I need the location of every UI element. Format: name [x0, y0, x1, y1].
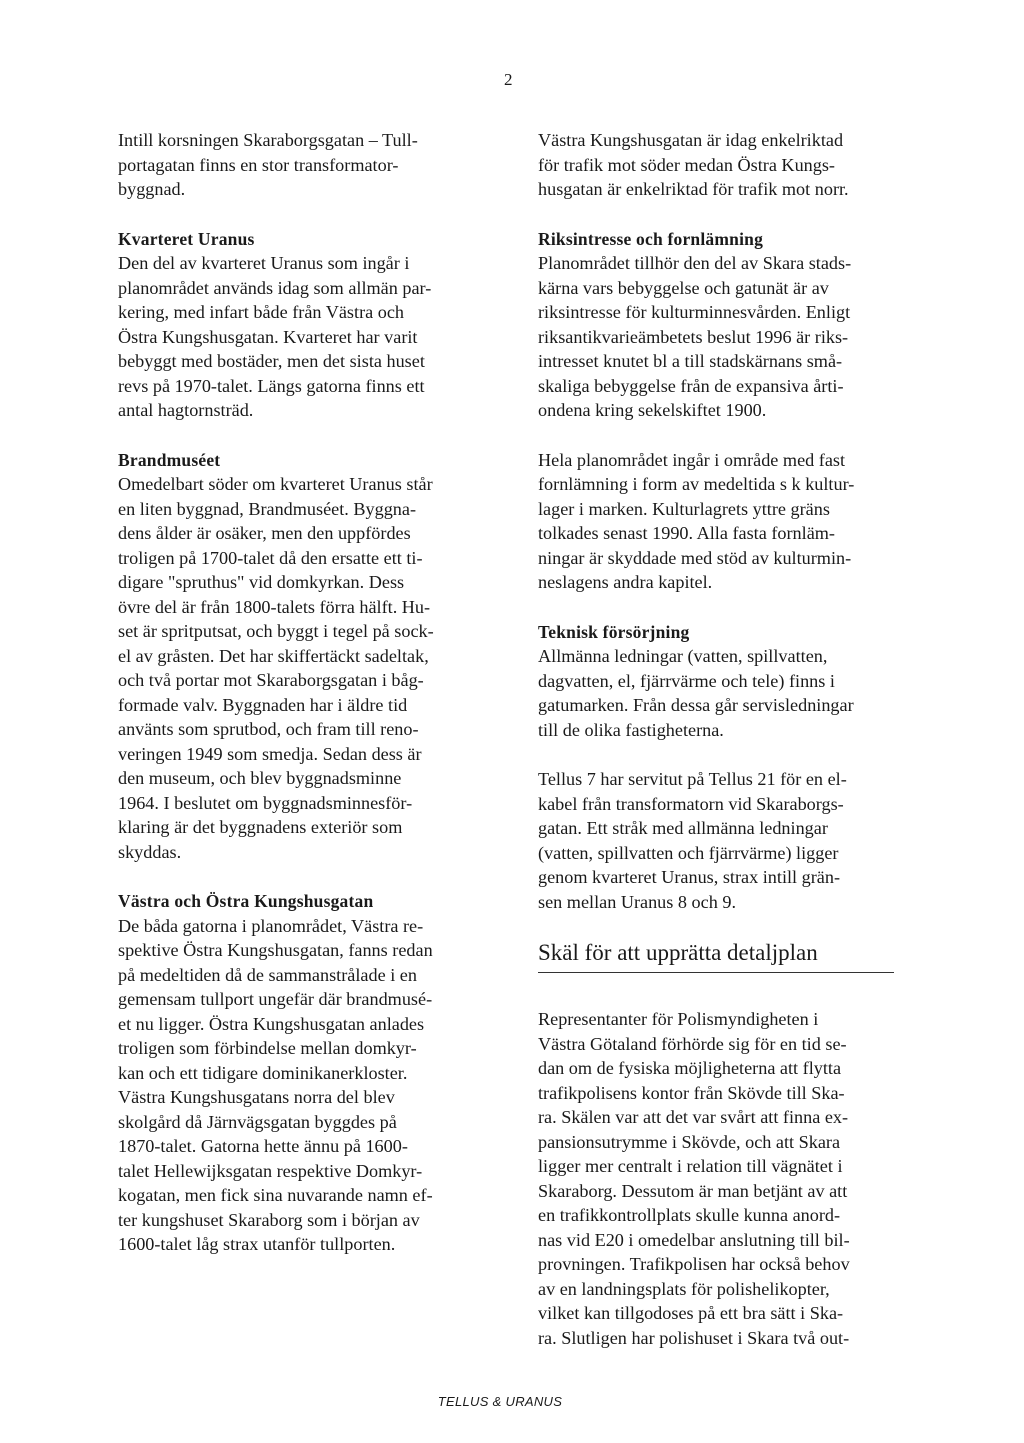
section-paragraph: Hela planområdet ingår i område med fast fornlämning i form av medeltida s k kultur- lager i marken. Kulturlagrets yttre gräns tolkades senast 1990. Alla fasta fornläm- ningar är skyddade med stöd av kulturmin- neslagens andra kapitel.	[538, 449, 855, 592]
section-kungshusgatan	[118, 889, 478, 1257]
left-intro	[118, 128, 478, 202]
section-skal	[538, 1007, 898, 1350]
section-fornlamning	[538, 448, 898, 595]
chapter-heading: Skäl för att upprätta detaljplan	[538, 938, 894, 973]
section-kvarteret-uranus	[118, 227, 478, 423]
page-number: 2	[504, 70, 513, 89]
section-heading: Västra och Östra Kungshusgatan	[118, 891, 374, 911]
right-intro	[538, 128, 898, 202]
section-brandmuseet	[118, 448, 478, 865]
section-teknisk-forsorjning	[538, 620, 898, 743]
section-paragraph: Tellus 7 har servitut på Tellus 21 för en el- kabel från transformatorn vid Skaraborgs- gatan. Ett stråk med allmänna ledningar (vatten, spillvatten och fjärrvärme) ligger genom kvarteret Uranus, strax intill grän- sen mellan Uranus 8 och 9.	[538, 769, 847, 912]
section-paragraph: Den del av kvarteret Uranus som ingår i planområdet används idag som allmän par- kering, med infart både från Västra och Östra Kungshusgatan. Kvarteret har varit bebyggt med bostäder, men det sista huset revs på 1970-talet. Längs gatorna finns ett antal hagtornsträd.	[118, 253, 432, 420]
section-paragraph: De båda gatorna i planområdet, Västra re- spektive Östra Kungshusgatan, fanns redan på medeltiden då de sammanstrålade i en gemensam tullport ungefär där brandmusé- et nu ligger. Östra Kungshusgatan anlades troligen som förbindelse mellan domkyr- kan och ett tidigare dominikanerkloster. Västra Kungshusgatans norra del blev skolgård då Järnvägsgatan byggdes på 1870-talet. Gatorna hette ännu på 1600- talet Hellewijksgatan respektive Domkyr- kogatan, men fick sina nuvarande namn ef- ter kungshuset Skaraborg som i början av 1600-talet låg strax utanför tullporten.	[118, 915, 433, 1254]
intro-paragraph: Intill korsningen Skaraborgsgatan – Tull- portagatan finns en stor transformator- byggnad.	[118, 130, 418, 199]
section-heading: Riksintresse och fornlämning	[538, 228, 764, 249]
page-footer: TELLUS & URANUS	[437, 1394, 563, 1409]
section-paragraph: Planområdet tillhör den del av Skara stads- kärna vars bebyggelse och gatunät är av riksintresse för kulturminnesvården. Enligt riksantikvarieämbetets beslut 1996 är riks- intresset knutet bl a till stadskärnans små- skaliga bebyggelse från de expansiva årti- ondena kring sekelskiftet 1900.	[538, 253, 852, 420]
right-column	[538, 128, 898, 1350]
section-heading: Kvarteret Uranus	[118, 228, 255, 249]
section-paragraph: Allmänna ledningar (vatten, spillvatten, dagvatten, el, fjärrvärme och tele) finns i gatumarken. Från dessa går servisledningar till de olika fastigheterna.	[538, 646, 854, 740]
section-heading: Brandmuséet	[118, 449, 221, 470]
section-paragraph: Omedelbart söder om kvarteret Uranus står en liten byggnad, Brandmuséet. Byggna- dens ålder är osäker, men den uppfördes troligen på 1700-talet då den ersatte ett ti- digare "spruthus" vid domkyrkan. Dess övre del är från 1800-talets förra hälft. Hu- set är spritputsat, och byggt i tegel på sock- el av gråsten. Det har skiffertäckt sadeltak, och två portar mot Skaraborgsgatan i båg- formade valv. Byggnaden har i äldre tid använts som sprutbod, och fram till reno- veringen 1949 som smedja. Sedan dess är den museum, och blev byggnadsminne 1964. I beslutet om byggnadsminnesför- klaring är det byggnadens exteriör som skyddas.	[118, 474, 434, 862]
left-column	[118, 128, 478, 1257]
section-paragraph: Representanter för Polismyndigheten i Västra Götaland förhörde sig för en tid se- dan om de fysiska möjligheterna att flytta trafikpolisens kontor från Skövde till Ska- ra. Skälen var att det var svårt att finna ex- pansionsutrymme i Skövde, och att Skara ligger mer centralt i relation till vägnätet i Skaraborg. Dessutom är man betjänt av att en trafikkontrollplats skulle kunna anord- nas vid E20 i omedelbar anslutning till bil- provningen. Trafikpolisen har också behov av en landningsplats för polishelikopter, vilket kan tillgodoses på ett bra sätt i Ska- ra. Slutligen har polishuset i Skara två out-	[538, 1009, 850, 1348]
section-servitut	[538, 767, 898, 914]
intro-paragraph: Västra Kungshusgatan är idag enkelriktad för trafik mot söder medan Östra Kungs- husgatan är enkelriktad för trafik mot norr.	[538, 130, 849, 199]
section-heading: Teknisk försörjning	[538, 621, 690, 642]
section-riksintresse	[538, 227, 898, 423]
